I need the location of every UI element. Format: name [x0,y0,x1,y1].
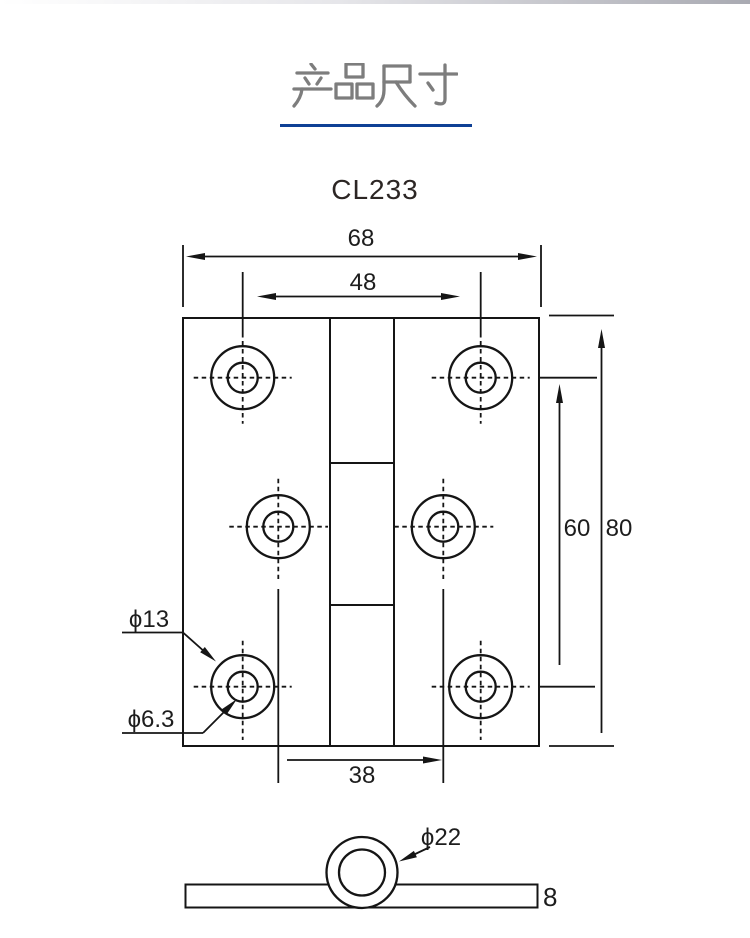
hinge-front-view [122,225,632,789]
dim-overall-height-label: 80 [605,515,633,542]
label-countersink-diameter [122,606,216,662]
model-number: CL233 [331,174,419,205]
screw-hole-diameter-text: ϕ6.3 [127,706,175,733]
dim-vertical-hole-spacing [556,384,590,665]
countersink-diameter-text: ϕ13 [128,606,170,633]
leader-arrow-knuckle [399,851,417,862]
hinge-side-view [186,824,558,912]
dim-top-hole-spacing [257,269,460,300]
label-knuckle-diameter [399,824,461,862]
dim-top-hole-spacing-label: 48 [349,269,377,296]
screw-holes [211,346,512,718]
leaf-thickness-text: 8 [543,882,558,912]
hole-center-lines [194,333,530,740]
dim-vertical-hole-spacing-label: 60 [563,515,591,542]
knuckle-inner-circle [339,850,385,896]
dim-overall-width [186,225,537,260]
hinge-leaf-outline [183,318,539,746]
extension-lines [183,245,614,783]
knuckle-diameter-text: ϕ22 [420,824,462,851]
dim-overall-height [598,329,632,733]
dim-bottom-hole-spacing [287,757,442,790]
label-screw-hole-diameter [122,699,237,733]
dim-overall-width-label: 68 [347,225,375,252]
dim-bottom-hole-spacing-label: 38 [348,762,376,789]
